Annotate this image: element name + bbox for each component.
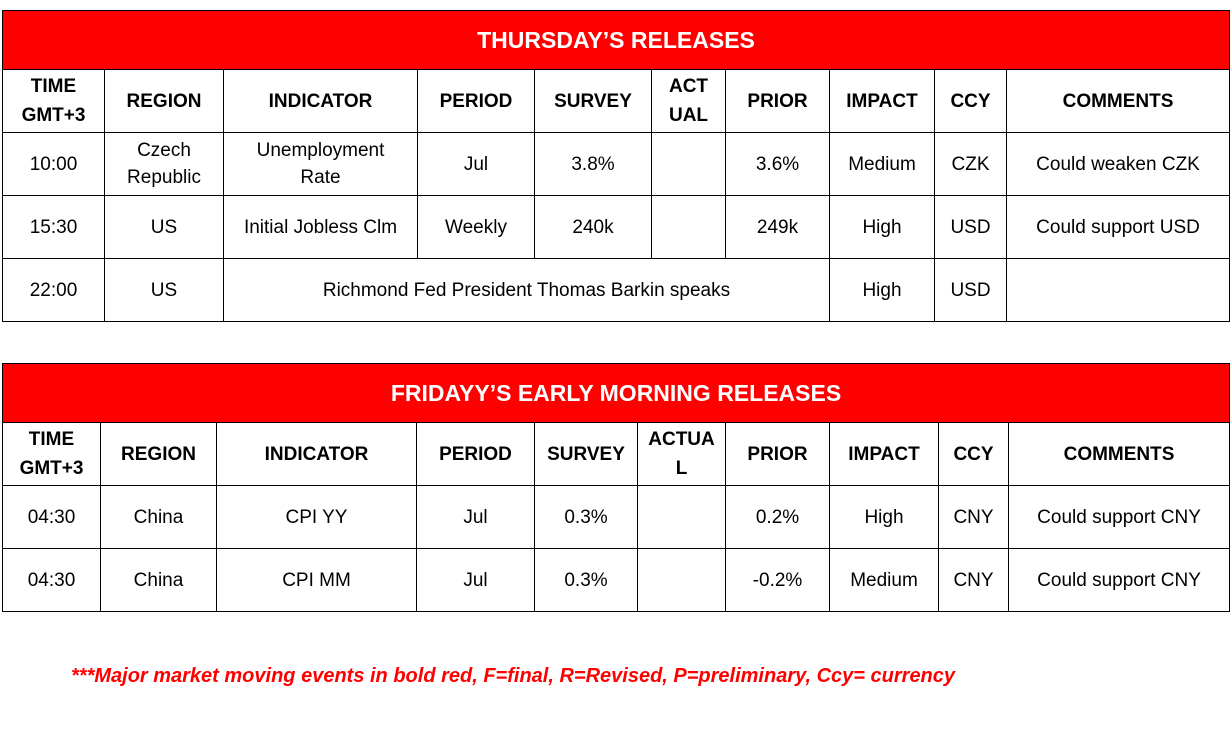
table-row	[3, 133, 1230, 196]
cell-actual	[652, 196, 726, 259]
friday-header-row	[3, 423, 1230, 486]
cell-actual	[652, 133, 726, 196]
cell-survey: 0.3%	[535, 486, 638, 549]
cell-period: Jul	[418, 133, 535, 196]
cell-prior: 3.6%	[726, 133, 830, 196]
thursday-releases-table	[2, 10, 1230, 322]
cell-period: Weekly	[418, 196, 535, 259]
cell-indicator: Unemployment Rate	[224, 133, 418, 196]
header-region: REGION	[101, 423, 217, 486]
header-prior: PRIOR	[726, 70, 830, 133]
header-indicator: INDICATOR	[224, 70, 418, 133]
cell-impact: Medium	[830, 549, 939, 612]
cell-survey: 0.3%	[535, 549, 638, 612]
cell-comments: Could support USD	[1007, 196, 1230, 259]
header-ccy: CCY	[939, 423, 1009, 486]
cell-time: 15:30	[3, 196, 105, 259]
cell-comments: Could support CNY	[1009, 549, 1230, 612]
header-survey: SURVEY	[535, 423, 638, 486]
thursday-title: THURSDAY’S RELEASES	[3, 11, 1230, 70]
table-row	[3, 549, 1230, 612]
cell-time: 10:00	[3, 133, 105, 196]
cell-ccy: USD	[935, 196, 1007, 259]
table-row	[3, 196, 1230, 259]
cell-ccy: USD	[935, 259, 1007, 322]
table-row	[3, 259, 1230, 322]
header-period: PERIOD	[418, 70, 535, 133]
header-impact: IMPACT	[830, 423, 939, 486]
table-row	[3, 486, 1230, 549]
cell-time: 22:00	[3, 259, 105, 322]
cell-impact: High	[830, 486, 939, 549]
cell-region: China	[101, 486, 217, 549]
header-actual: ACTUA L	[638, 423, 726, 486]
friday-title: FRIDAYY’S EARLY MORNING RELEASES	[3, 364, 1230, 423]
header-indicator: INDICATOR	[217, 423, 417, 486]
header-comments: COMMENTS	[1009, 423, 1230, 486]
thursday-header-row	[3, 70, 1230, 133]
header-ccy: CCY	[935, 70, 1007, 133]
header-prior: PRIOR	[726, 423, 830, 486]
cell-period: Jul	[417, 486, 535, 549]
cell-ccy: CZK	[935, 133, 1007, 196]
cell-event: Richmond Fed President Thomas Barkin speaks	[224, 259, 830, 322]
cell-region: China	[101, 549, 217, 612]
header-comments: COMMENTS	[1007, 70, 1230, 133]
cell-time: 04:30	[3, 486, 101, 549]
cell-indicator: CPI MM	[217, 549, 417, 612]
cell-period: Jul	[417, 549, 535, 612]
cell-impact: Medium	[830, 133, 935, 196]
friday-releases-table	[2, 363, 1230, 612]
cell-impact: High	[830, 259, 935, 322]
header-region: REGION	[105, 70, 224, 133]
cell-actual	[638, 486, 726, 549]
header-period: PERIOD	[417, 423, 535, 486]
cell-comments: Could weaken CZK	[1007, 133, 1230, 196]
cell-prior: -0.2%	[726, 549, 830, 612]
cell-survey: 240k	[535, 196, 652, 259]
cell-time: 04:30	[3, 549, 101, 612]
header-impact: IMPACT	[830, 70, 935, 133]
cell-impact: High	[830, 196, 935, 259]
cell-survey: 3.8%	[535, 133, 652, 196]
cell-region: US	[105, 259, 224, 322]
header-time: TIME GMT+3	[3, 70, 105, 133]
cell-prior: 0.2%	[726, 486, 830, 549]
footnote: ***Major market moving events in bold red, F=final, R=Revised, P=preliminary, Ccy= currency	[71, 665, 956, 687]
cell-prior: 249k	[726, 196, 830, 259]
cell-indicator: Initial Jobless Clm	[224, 196, 418, 259]
cell-region: US	[105, 196, 224, 259]
cell-indicator: CPI YY	[217, 486, 417, 549]
cell-comments: Could support CNY	[1009, 486, 1230, 549]
header-survey: SURVEY	[535, 70, 652, 133]
cell-comments	[1007, 259, 1230, 322]
header-actual: ACT UAL	[652, 70, 726, 133]
cell-region: Czech Republic	[105, 133, 224, 196]
cell-ccy: CNY	[939, 549, 1009, 612]
cell-actual	[638, 549, 726, 612]
header-time: TIME GMT+3	[3, 423, 101, 486]
cell-ccy: CNY	[939, 486, 1009, 549]
